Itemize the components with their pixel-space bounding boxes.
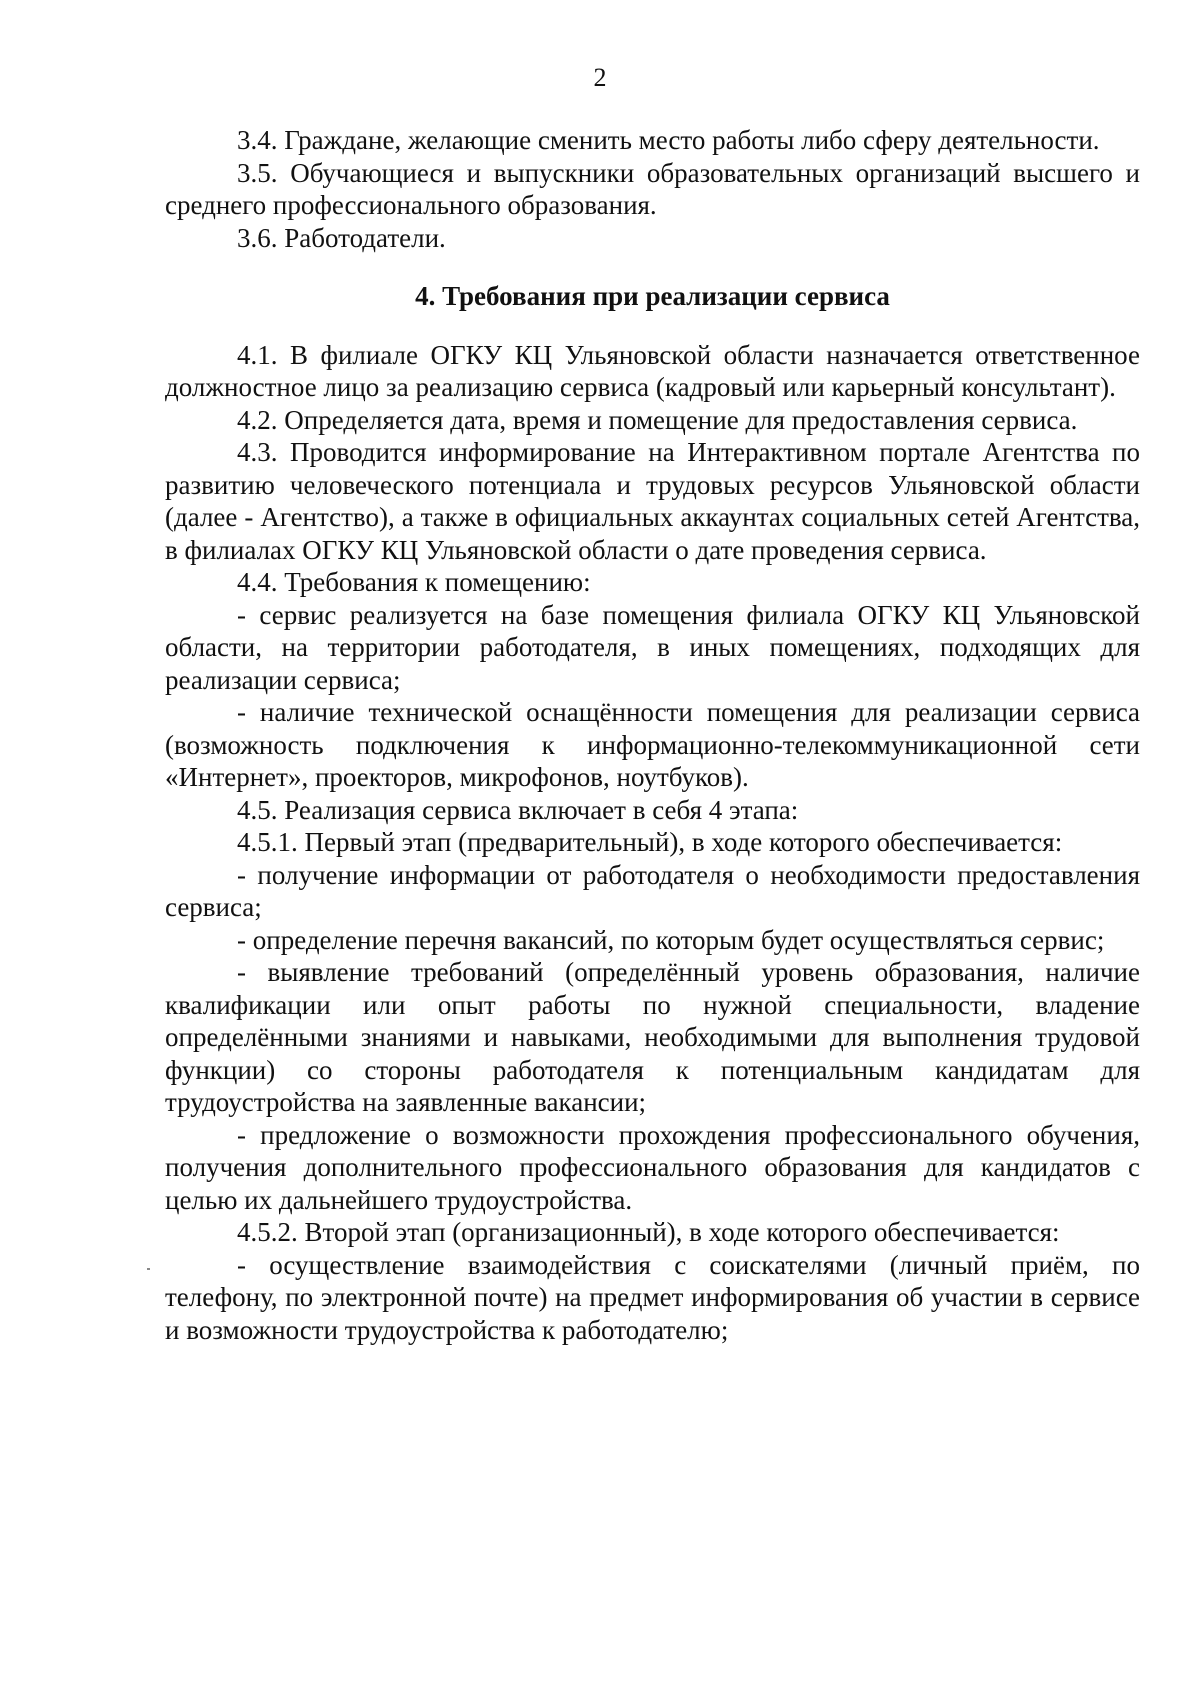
document-body — [165, 124, 1140, 1346]
item-3-6: 3.6. Работодатели. — [237, 222, 446, 253]
item-4-3: 4.3. Проводится информирование на Интерактивном портале Агентства по развитию человеческого потенциала и трудовых ресурсов Ульяновской области (далее - Агентство), а также в официальных аккаунтах социальных сетей Агентства, в филиалах ОГКУ КЦ Ульяновской области о дате проведения сервиса. — [165, 437, 1140, 565]
item-4-5: 4.5. Реализация сервиса включает в себя 4 этапа: — [237, 794, 799, 825]
item-4-5-2: 4.5.2. Второй этап (организационный), в ходе которого обеспечивается: — [237, 1217, 1060, 1247]
item-4-2: 4.2. Определяется дата, время и помещение для предоставления сервиса. — [237, 404, 1078, 435]
item-4-5-1-bullet-2: - определение перечня вакансий, по которым будет осуществляться сервис; — [237, 924, 1105, 955]
page-number: 2 — [593, 63, 607, 92]
section-4-heading: 4. Требования при реализации сервиса — [415, 281, 890, 311]
item-4-4-bullet-2: - наличие технической оснащённости помещения для реализации сервиса (возможность подключения к информационно-телекоммуникационной сети «Интернет», проекторов, микрофонов, ноутбуков). — [165, 697, 1140, 792]
item-4-4-bullet-1: - сервис реализуется на базе помещения филиала ОГКУ КЦ Ульяновской области, на территории работодателя, в иных помещениях, подходящих для реализации сервиса; — [165, 599, 1140, 695]
item-4-5-1-bullet-3: - выявление требований (определённый уровень образования, наличие квалификации или опыт работы по нужной специальности, владение определёнными знаниями и навыками, необходимыми для выполнения трудовой функции) со стороны работодателя к потенциальным кандидатам для трудоустройства на заявленные вакансии; — [165, 957, 1140, 1117]
item-4-4: 4.4. Требования к помещению: — [237, 567, 591, 597]
item-4-5-1-bullet-1: - получение информации от работодателя о необходимости предоставления сервиса; — [165, 859, 1140, 922]
item-4-5-2-bullet-1: - осуществление взаимодействия с соискателями (личный приём, по телефону, по электронной почте) на предмет информирования об участии в сервисе и возможности трудоустройства к работодателю; — [165, 1249, 1140, 1345]
item-4-5-1: 4.5.1. Первый этап (предварительный), в ходе которого обеспечивается: — [237, 827, 1063, 857]
item-3-4: 3.4. Граждане, желающие сменить место работы либо сферу деятельности. — [237, 125, 1100, 155]
item-4-5-1-bullet-4: - предложение о возможности прохождения профессионального обучения, получения дополнительного профессионального образования для кандидатов с целью их дальнейшего трудоустройства. — [165, 1119, 1140, 1215]
scan-mark — [147, 1268, 150, 1270]
item-3-5: 3.5. Обучающиеся и выпускники образовательных организаций высшего и среднего профессионального образования. — [165, 157, 1140, 220]
item-4-1: 4.1. В филиале ОГКУ КЦ Ульяновской области назначается ответственное должностное лицо за реализацию сервиса (кадровый или карьерный консультант). — [165, 339, 1140, 402]
